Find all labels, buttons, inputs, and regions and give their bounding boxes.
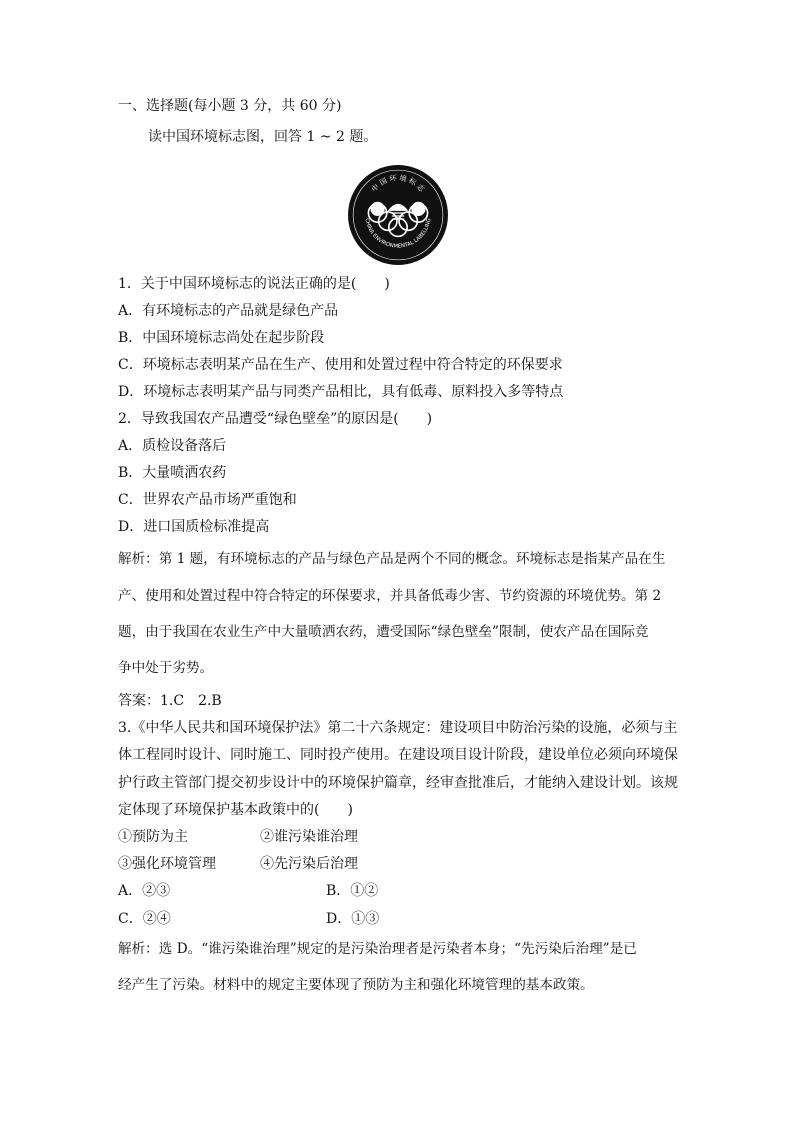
analysis-1-line-1: 解析：第 1 题，有环境标志的产品与绿色产品是两个不同的概念。环境标志是指某产品在生 [118,551,666,567]
section-title: 一、选择题(每小题 3 分，共 60 分) [118,98,342,114]
q1-option-c: C．环境标志表明某产品在生产、使用和处置过程中符合特定的环保要求 [118,357,563,373]
q2-option-c: C．世界农产品市场严重饱和 [118,492,297,508]
q3-option-d: D．①③ [326,911,380,927]
q3-item-3: ③强化环境管理 [118,856,216,872]
q1-option-d: D．环境标志表明某产品与同类产品相比，具有低毒、原料投入多等特点 [118,384,564,400]
analysis-3-line-1: 解析：选 D。“谁污染谁治理”规定的是污染治理者是污染者本身；“先污染后治理”是已 [118,941,637,957]
q3-stem-line-3: 护行政主管部门提交初步设计中的环境保护篇章，经审查批准后，才能纳入建设计划。该规 [118,775,678,791]
q1-option-a: A．有环境标志的产品就是绿色产品 [118,303,339,319]
q2-option-a: A．质检设备落后 [118,438,227,454]
q2-option-b: B．大量喷洒农药 [118,465,227,481]
q3-item-1: ①预防为主 [118,829,188,845]
analysis-1-line-3: 题，由于我国在农业生产中大量喷洒农药，遭受国际“绿色壁垒”限制，使农产品在国际竞 [118,624,649,640]
answer-1: 答案：1.C 2.B [118,693,222,709]
logo-ring-text: CHINA ENVIRONMENTAL LABELLING [363,217,433,250]
q3-stem-line-2: 体工程同时设计、同时施工、同时投产使用。在建设项目设计阶段，建设单位必须向环境保 [118,747,678,763]
analysis-1-line-4: 争中处于劣势。 [118,660,214,676]
q1-option-b: B．中国环境标志尚处在起步阶段 [118,330,325,346]
q3-item-4: ④先污染后治理 [260,856,358,872]
logo-top-text: 中 国 环 境 标 志 [369,173,427,194]
q3-stem-line-1: 3.《中华人民共和国环境保护法》第二十六条规定：建设项目中防治污染的设施，必须与主 [118,720,678,736]
q2-stem: 2．导致我国农产品遭受“绿色壁垒”的原因是( ) [118,411,433,427]
q1-stem: 1．关于中国环境标志的说法正确的是( ) [118,276,390,292]
q3-stem-line-4: 定体现了环境保护基本政策中的( ) [118,802,353,818]
china-environmental-label-logo [347,164,449,266]
q3-option-c: C．②④ [118,911,171,927]
intro-text: 读中国环境标志图，回答 1 ~ 2 题。 [148,129,378,145]
q3-item-2: ②谁污染谁治理 [260,829,358,845]
analysis-1-line-2: 产、使用和处置过程中符合特定的环保要求，并具备低毒少害、节约资源的环境优势。第 2 [118,588,662,604]
analysis-3-line-2: 经产生了污染。材料中的规定主要体现了预防为主和强化环境管理的基本政策。 [118,977,594,993]
q3-option-a: A．②③ [118,883,171,899]
q3-option-b: B．①② [326,883,379,899]
q2-option-d: D．进口国质检标准提高 [118,519,270,535]
